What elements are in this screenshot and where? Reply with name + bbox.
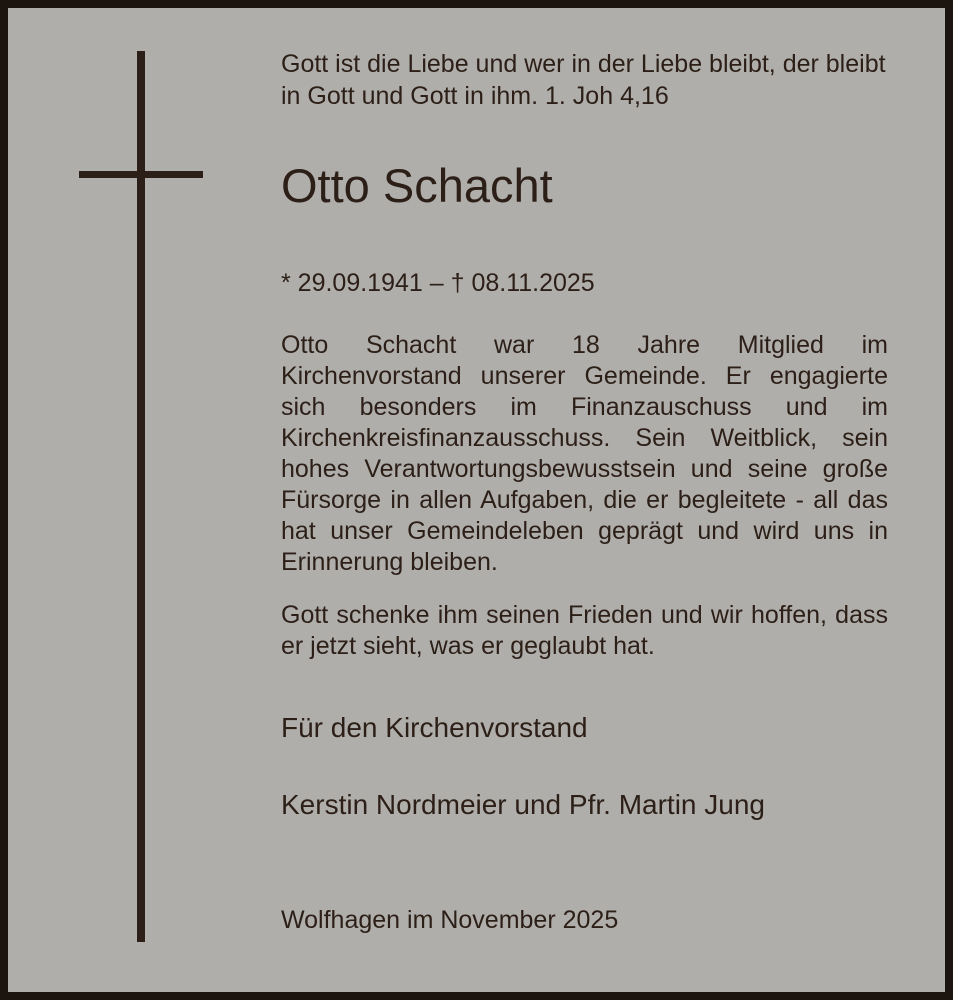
bible-verse: Gott ist die Liebe und wer in der Liebe bleibt, der bleibt in Gott und Gott in ihm. 1. Joh 4,16 <box>281 50 886 110</box>
tribute-text: Otto Schacht war 18 Jahre Mitglied im Kirchenvorstand unserer Gemeinde. Er engagierte sich besonders im Finanzauschuss und im Kirchenkreisfinanzausschuss. Sein Weitblick, sein hohes Verantwortungsbewusstsein und seine große Fürsorge in allen Aufgaben, die er begleitete - all das hat unser Gemeindeleben geprägt und wird uns in Erinnerung bleiben. <box>281 331 888 576</box>
obituary-notice <box>8 8 945 992</box>
committee-line: Für den Kirchenvorstand <box>281 712 588 743</box>
cross-vertical-beam <box>137 51 145 942</box>
place-and-date: Wolfhagen im November 2025 <box>281 906 619 934</box>
deceased-name: Otto Schacht <box>281 159 553 212</box>
signatories: Kerstin Nordmeier und Pfr. Martin Jung <box>281 789 765 820</box>
life-dates: * 29.09.1941 – † 08.11.2025 <box>281 269 595 297</box>
blessing-text: Gott schenke ihm seinen Frieden und wir hoffen, dass er jetzt sieht, was er geglaubt hat. <box>281 601 888 660</box>
cross-horizontal-beam <box>79 171 203 178</box>
